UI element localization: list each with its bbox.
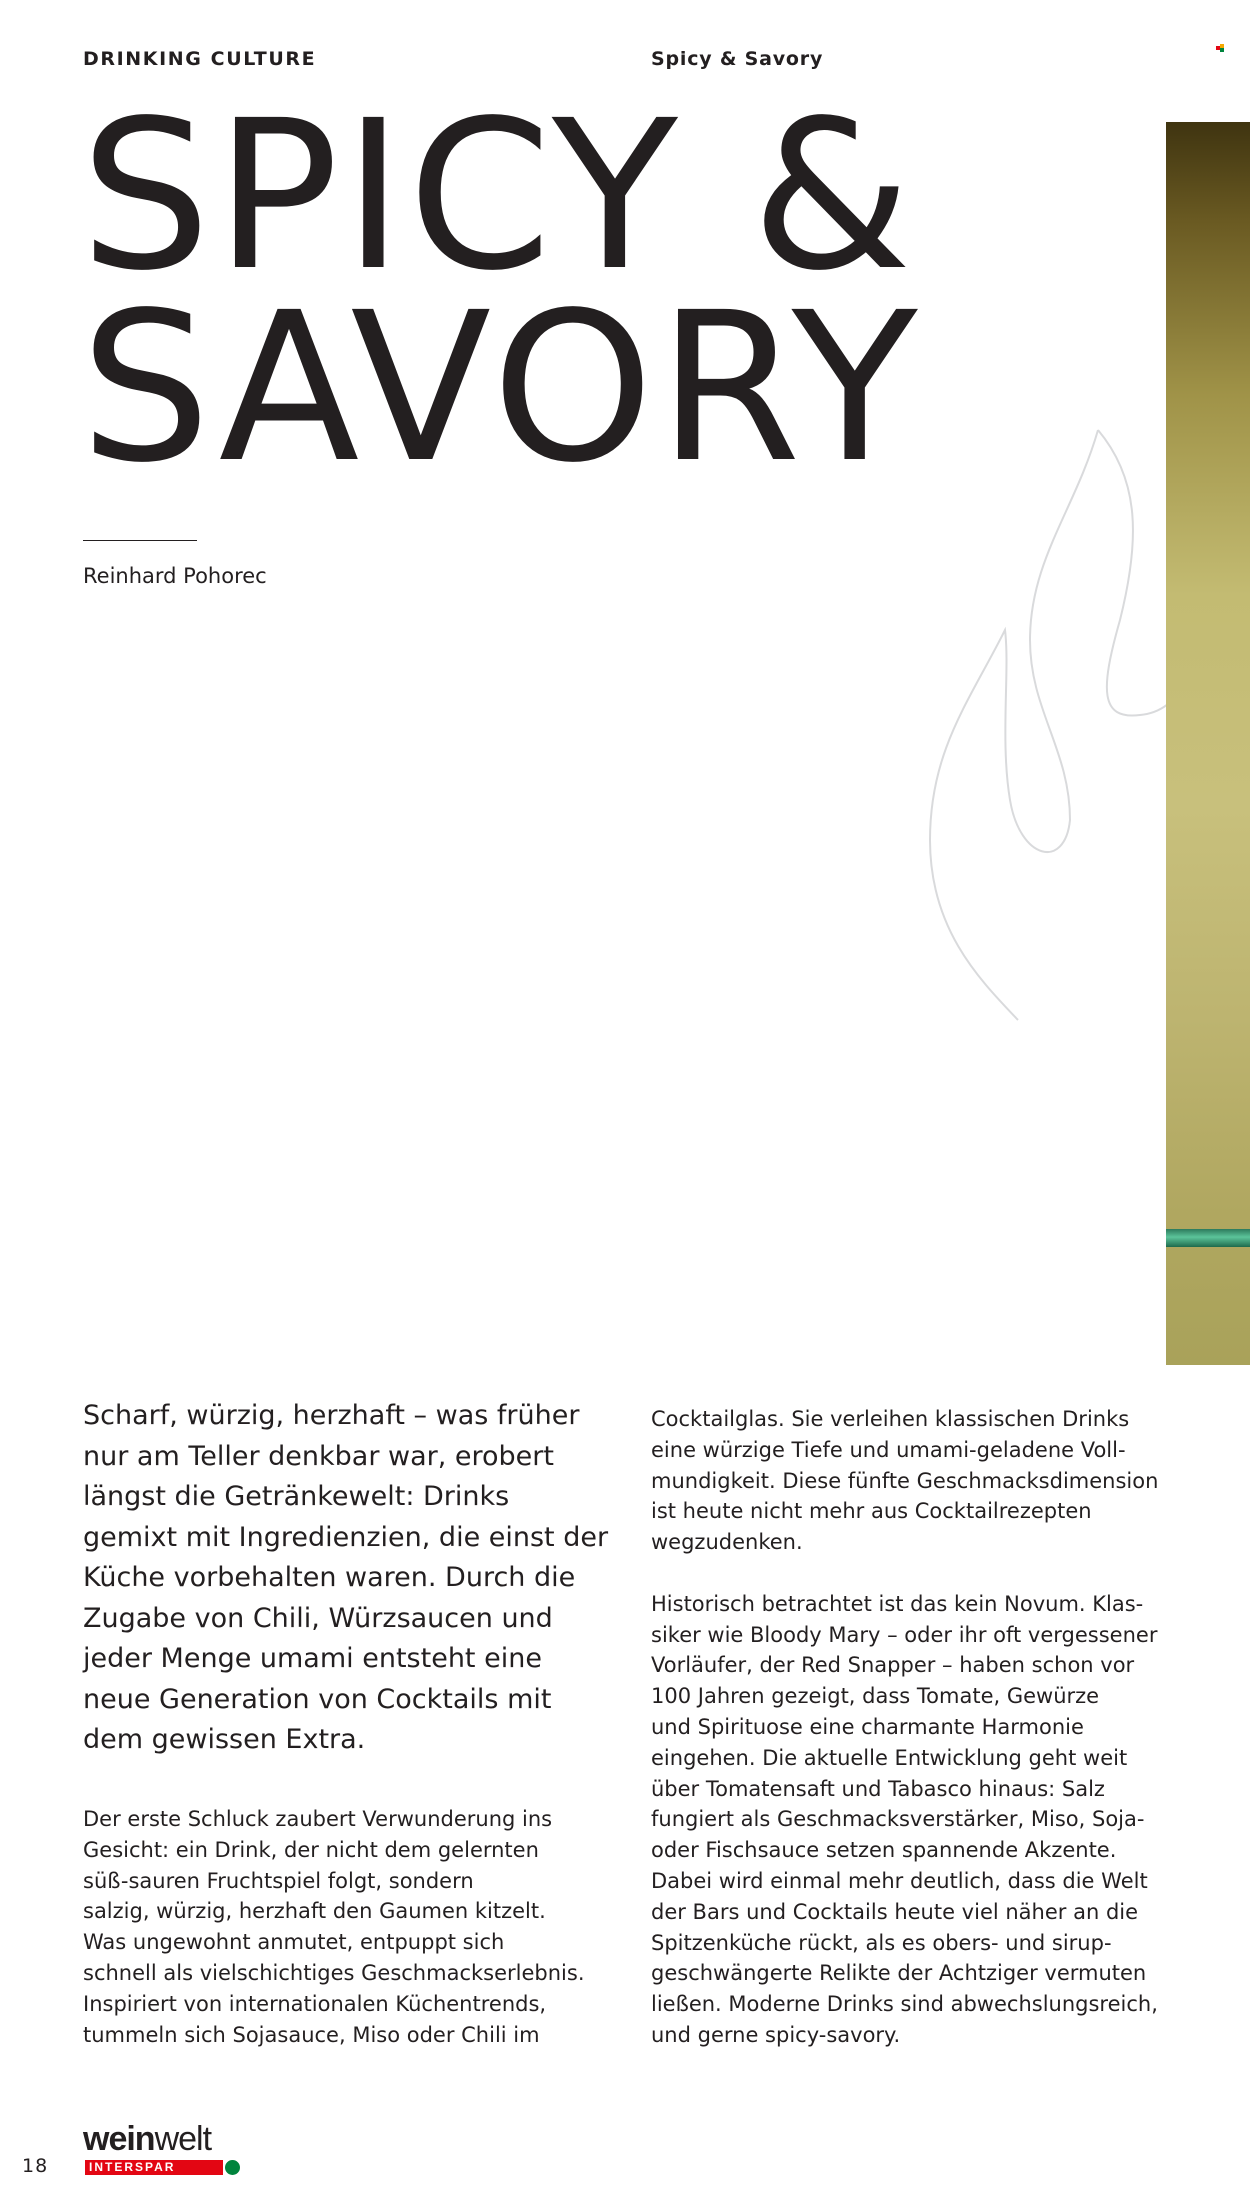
author-divider	[83, 540, 197, 541]
lead-line: längst die Getränkewelt: Drinks	[83, 1481, 510, 1512]
lead-paragraph	[83, 1396, 623, 1761]
body-line: eingehen. Die aktuelle Entwicklung geht weit	[651, 1745, 1128, 1770]
section-kicker: DRINKING CULTURE	[83, 48, 317, 70]
logo-wordmark	[83, 2120, 211, 2158]
body-line: Spitzenküche rückt, als es obers- und sirup-	[651, 1930, 1112, 1955]
body-line: mundigkeit. Diese fünfte Geschmacksdimension	[651, 1468, 1159, 1493]
lead-line: Scharf, würzig, herzhaft – was früher	[83, 1400, 580, 1431]
headline-line-1: SPICY &	[80, 76, 916, 316]
page-number: 18	[22, 2155, 49, 2177]
lead-line: gemixt mit Ingredienzien, die einst der	[83, 1521, 609, 1553]
lead-line: Küche vorbehalten waren. Durch die	[83, 1562, 576, 1593]
logo-interspar-bar: INTERSPAR	[85, 2160, 223, 2175]
running-title: Spicy & Savory	[651, 48, 824, 70]
headline	[80, 76, 922, 508]
author-name: Reinhard Pohorec	[83, 564, 267, 588]
body-line: 100 Jahren gezeigt, dass Tomate, Gewürze	[651, 1684, 1100, 1709]
cocktail-photo-strip	[1166, 122, 1250, 1365]
color-dots-icon	[1216, 44, 1226, 52]
body-line: geschwängerte Relikte der Achtziger vermuten	[651, 1961, 1147, 1986]
body-line: Dabei wird einmal mehr deutlich, dass die Welt	[651, 1868, 1148, 1893]
headline-line-2: SAVORY	[80, 268, 922, 508]
body-line: oder Fischsauce setzen spannende Akzente.	[651, 1838, 1117, 1863]
body-line: salzig, würzig, herzhaft den Gaumen kitzelt.	[83, 1899, 546, 1924]
body-line: Der erste Schluck zaubert Verwunderung ins	[83, 1807, 553, 1831]
lead-line: Zugabe von Chili, Würzsaucen und	[83, 1602, 553, 1634]
body-line: Was ungewohnt anmutet, entpuppt sich	[83, 1930, 505, 1955]
body-line: und Spirituose eine charmante Harmonie	[651, 1714, 1084, 1739]
logo-badge-icon	[225, 2160, 240, 2175]
body-line: der Bars und Cocktails heute viel näher an die	[651, 1899, 1139, 1924]
lead-line: jeder Menge umami entsteht eine	[83, 1643, 542, 1674]
body-line: siker wie Bloody Mary – oder ihr oft vergessener	[651, 1622, 1158, 1647]
body-line: Gesicht: ein Drink, der nicht dem gelernten	[83, 1837, 539, 1862]
body-line: ist heute nicht mehr aus Cocktailrezepten	[651, 1499, 1092, 1524]
body-line: über Tomatensaft und Tabasco hinaus: Salz	[651, 1776, 1105, 1801]
body-line: fungiert als Geschmacksverstärker, Miso, Soja-	[651, 1807, 1145, 1832]
body-line: süß-sauren Fruchtspiel folgt, sondern	[83, 1868, 474, 1893]
body-line: und gerne spicy-savory.	[651, 2022, 901, 2047]
paragraph-gap	[651, 1558, 1171, 1589]
glass-rim-highlight	[1166, 1229, 1250, 1247]
logo-word-bold: wein	[83, 2120, 155, 2158]
body-column-left	[83, 1804, 603, 2050]
logo-word-regular: welt	[154, 2120, 212, 2158]
body-line: Vorläufer, der Red Snapper – haben schon vor	[651, 1653, 1135, 1678]
body-column-right	[651, 1404, 1171, 2051]
body-line: wegzudenken.	[651, 1530, 803, 1555]
body-line: schnell als vielschichtiges Geschmackserlebnis.	[83, 1960, 585, 1985]
body-line: Historisch betrachtet ist das kein Novum. Klas-	[651, 1591, 1144, 1616]
body-line: Inspiriert von internationalen Küchentrends,	[83, 1991, 547, 2016]
body-line: eine würzige Tiefe und umami-geladene Voll-	[651, 1437, 1126, 1462]
lead-line: dem gewissen Extra.	[83, 1724, 366, 1755]
body-line: tummeln sich Sojasauce, Miso oder Chili im	[83, 2022, 540, 2047]
lead-line: neue Generation von Cocktails mit	[83, 1683, 552, 1715]
body-line: Cocktailglas. Sie verleihen klassischen Drinks	[651, 1407, 1130, 1431]
lead-line: nur am Teller denkbar war, erobert	[83, 1440, 554, 1472]
weinwelt-interspar-logo	[83, 2120, 243, 2180]
body-line: ließen. Moderne Drinks sind abwechslungsreich,	[651, 1992, 1158, 2017]
